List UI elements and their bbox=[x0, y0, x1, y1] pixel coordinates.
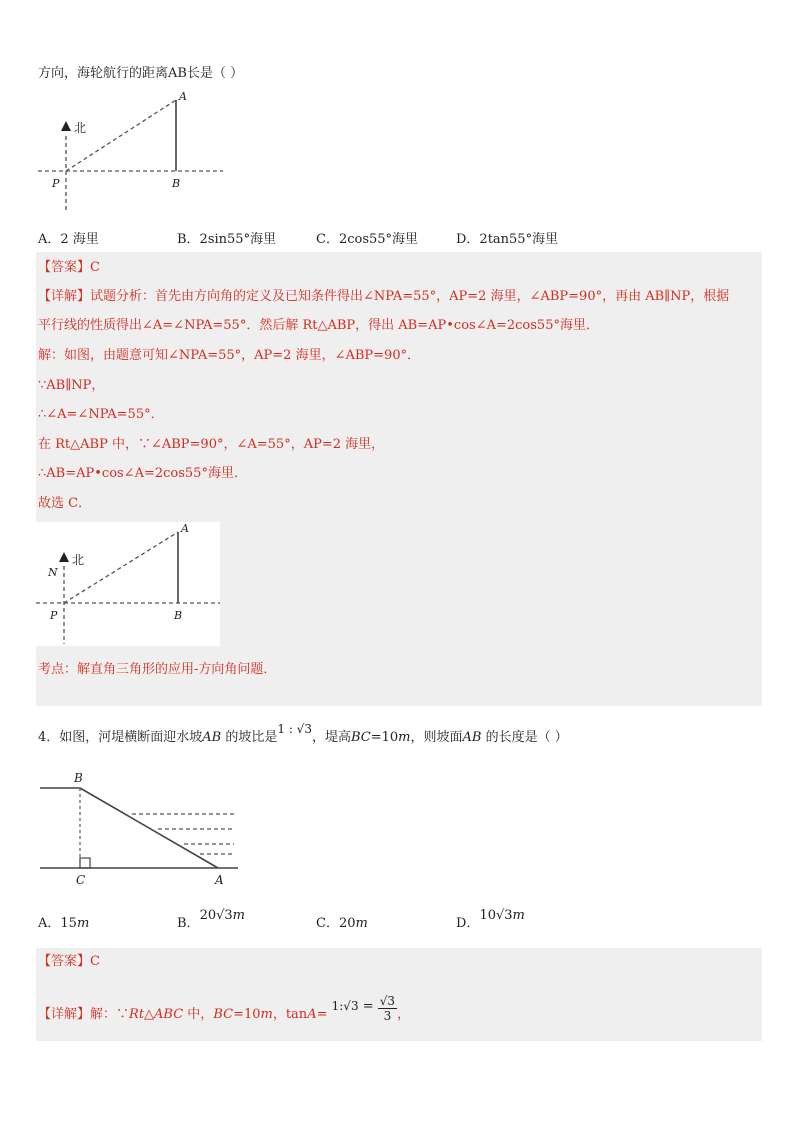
q3-fig-label-A: A bbox=[179, 90, 187, 103]
q4-ratio: 1 : √3 bbox=[277, 722, 312, 736]
q4-option-c: C．20m bbox=[316, 916, 368, 931]
q3-option-d: D．2tan55°海里 bbox=[456, 232, 559, 247]
q3-fig2-label-north: 北 bbox=[72, 553, 85, 567]
q3-kaodian: 考点：解直角三角形的应用-方向角问题． bbox=[38, 662, 277, 677]
q4-answer: 【答案】C bbox=[38, 954, 100, 969]
q3-option-b: B．2sin55°海里 bbox=[177, 232, 277, 247]
q4-option-b: B．20√3m bbox=[177, 908, 245, 931]
q3-fig-label-P: P bbox=[52, 177, 60, 190]
q3-figure bbox=[38, 88, 228, 218]
q3-detail-line-1: 【详解】试题分析：首先由方向角的定义及已知条件得出∠NPA=55°，AP=2 海里，∠ABP=90°，再由 AB∥NP，根据 bbox=[38, 289, 730, 304]
q3-detail-line-8: 故选 C． bbox=[38, 496, 92, 511]
q3-fig-label-B: B bbox=[172, 177, 181, 190]
q4-detail: 【详解】解：∵Rt△ABC 中，BC=10m，tanA= 1:√3 = $\frac{√3}{3}$ ， bbox=[38, 994, 411, 1023]
q3-detail-line-2: 平行线的性质得出∠A=∠NPA=55°．然后解 Rt△ABP，得出 AB=AP•cos∠A=2cos55°海里． bbox=[38, 318, 599, 333]
q3-option-a: A．2 海里 bbox=[38, 232, 99, 247]
q4-option-d: D．10√3m bbox=[456, 908, 525, 931]
q4-detail-ratio: 1:√3 bbox=[331, 999, 359, 1013]
q4-stem: 4．如图，河堤横断面迎水坡AB 的坡比是1 : √3，堤高BC=10m，则坡面AB 的长度是（ ） bbox=[38, 722, 568, 745]
q3-fig2-label-B: B bbox=[174, 609, 183, 622]
q4-figure bbox=[38, 768, 248, 888]
q3-answer: 【答案】C bbox=[38, 260, 100, 275]
q3-fig2-label-N: N bbox=[48, 566, 58, 579]
q3-detail-line-6: 在 Rt△ABP 中，∵∠ABP=90°，∠A=55°，AP=2 海里， bbox=[38, 437, 385, 452]
q3-option-c: C．2cos55°海里 bbox=[316, 232, 419, 247]
q4-fraction: $\frac{√3}{3}$ bbox=[379, 994, 396, 1023]
q3-stem: 方向，海轮航行的距离AB长是（ ） bbox=[38, 66, 244, 81]
q4-fig-label-B: B bbox=[74, 771, 83, 785]
q3-detail-line-7: ∴AB=AP•cos∠A=2cos55°海里． bbox=[38, 466, 247, 481]
q4-fig-label-C: C bbox=[76, 873, 86, 887]
q4-option-a: A．15m bbox=[38, 916, 90, 931]
q3-fig2-label-P: P bbox=[50, 609, 58, 622]
q3-solution-figure bbox=[36, 522, 220, 646]
q3-detail-line-3: 解：如图，由题意可知∠NPA=55°，AP=2 海里，∠ABP=90°． bbox=[38, 348, 421, 363]
q3-fig2-label-A: A bbox=[181, 522, 189, 535]
q3-fig-label-north: 北 bbox=[74, 121, 87, 135]
q4-fig-label-A: A bbox=[215, 873, 224, 887]
q3-detail-line-5: ∴∠A=∠NPA=55°． bbox=[38, 407, 164, 422]
q3-detail-line-4: ∵AB∥NP， bbox=[38, 378, 105, 393]
